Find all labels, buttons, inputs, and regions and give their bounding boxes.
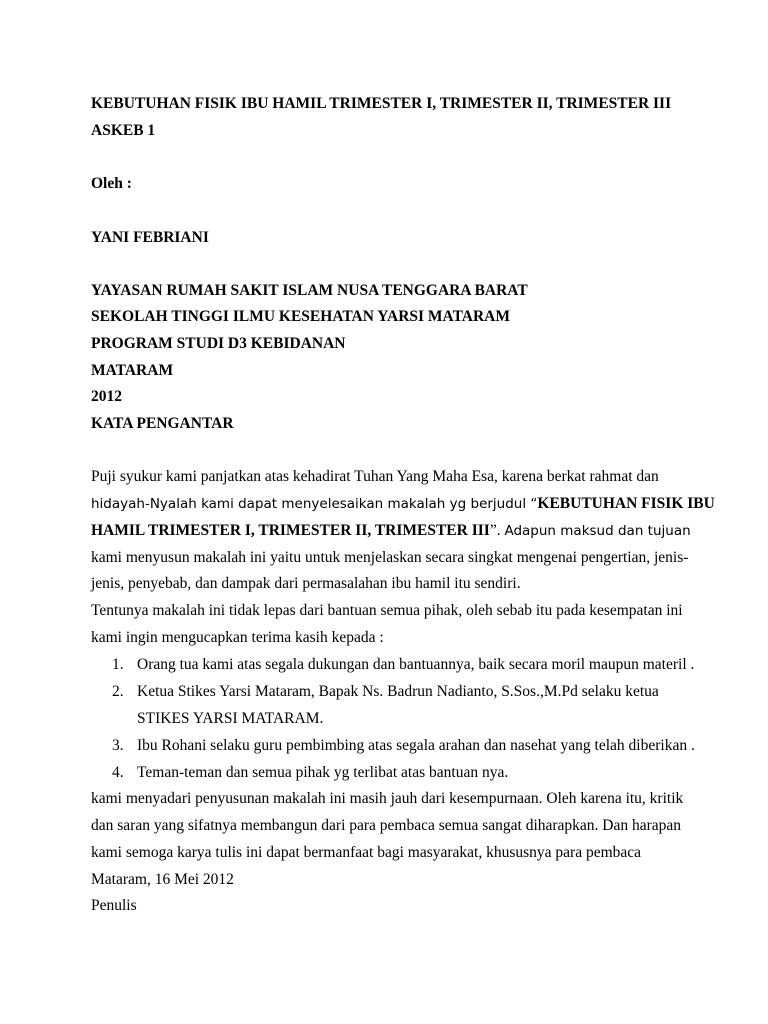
list-item: Ibu Rohani selaku guru pembimbing atas segala arahan dan nasehat yang telah diberikan . bbox=[137, 737, 695, 754]
list-number: 3. bbox=[112, 737, 124, 754]
paragraph-1-line-3 bbox=[91, 522, 691, 540]
paragraph-3-line-1: kami menyadari penyusunan makalah ini masih jauh dari kesempurnaan. Oleh karena itu, kritik bbox=[91, 790, 684, 807]
list-number: 4. bbox=[112, 764, 124, 781]
title-line-2: ASKEB 1 bbox=[91, 122, 156, 139]
list-item: Ketua Stikes Yarsi Mataram, Bapak Ns. Badrun Nadianto, S.Sos.,M.Pd selaku ketua bbox=[137, 683, 659, 700]
paragraph-text: Adapun maksud dan tujuan bbox=[504, 523, 691, 539]
preface-heading: KATA PENGANTAR bbox=[91, 415, 234, 432]
institution-line-5: 2012 bbox=[91, 388, 122, 405]
paragraph-1-line-2 bbox=[91, 495, 715, 513]
by-label: Oleh : bbox=[91, 175, 132, 192]
list-item: Teman-teman dan semua pihak yg terlibat atas bantuan nya. bbox=[137, 764, 509, 781]
paragraph-3-line-2: dan saran yang sifatnya membangun dari para pembaca semua sangat diharapkan. Dan harapan bbox=[91, 817, 682, 834]
paragraph-2-line-2: kami ingin mengucapkan terima kasih kepada : bbox=[91, 629, 384, 646]
paragraph-3-line-3: kami semoga karya tulis ini dapat bermanfaat bagi masyarakat, khususnya para pembaca bbox=[91, 844, 642, 861]
paragraph-text: ”. bbox=[489, 522, 505, 539]
paragraph-bold-title: HAMIL TRIMESTER I, TRIMESTER II, TRIMESTER III bbox=[91, 522, 490, 539]
list-number: 2. bbox=[112, 683, 124, 700]
institution-line-3: PROGRAM STUDI D3 KEBIDANAN bbox=[91, 335, 346, 352]
paragraph-1-line-5: jenis, penyebab, dan dampak dari permasalahan ibu hamil itu sendiri. bbox=[91, 575, 521, 592]
paragraph-bold-title: KEBUTUHAN FISIK IBU bbox=[537, 495, 715, 512]
paragraph-text: hidayah-Nyalah kami dapat menyelesaikan makalah yg berjudul “ bbox=[91, 496, 538, 512]
institution-line-1: YAYASAN RUMAH SAKIT ISLAM NUSA TENGGARA BARAT bbox=[91, 282, 528, 299]
paragraph-2-line-1: Tentunya makalah ini tidak lepas dari bantuan semua pihak, oleh sebab itu pada kesempatan ini bbox=[91, 602, 683, 619]
place-date: Mataram, 16 Mei 2012 bbox=[91, 871, 234, 888]
signature: Penulis bbox=[91, 897, 137, 914]
institution-line-2: SEKOLAH TINGGI ILMU KESEHATAN YARSI MATARAM bbox=[91, 308, 510, 325]
list-item: Orang tua kami atas segala dukungan dan bantuannya, baik secara moril maupun materil . bbox=[137, 656, 695, 673]
institution-line-4: MATARAM bbox=[91, 362, 174, 379]
paragraph-1-line-1: Puji syukur kami panjatkan atas kehadirat Tuhan Yang Maha Esa, karena berkat rahmat dan bbox=[91, 468, 659, 485]
list-item-continuation: STIKES YARSI MATARAM. bbox=[137, 710, 324, 727]
title-line-1: KEBUTUHAN FISIK IBU HAMIL TRIMESTER I, TRIMESTER II, TRIMESTER III bbox=[91, 95, 672, 112]
paragraph-1-line-4: kami menyusun makalah ini yaitu untuk menjelaskan secara singkat mengenai pengertian, jenis- bbox=[91, 549, 689, 566]
list-number: 1. bbox=[112, 656, 124, 673]
author-name: YANI FEBRIANI bbox=[91, 229, 209, 246]
